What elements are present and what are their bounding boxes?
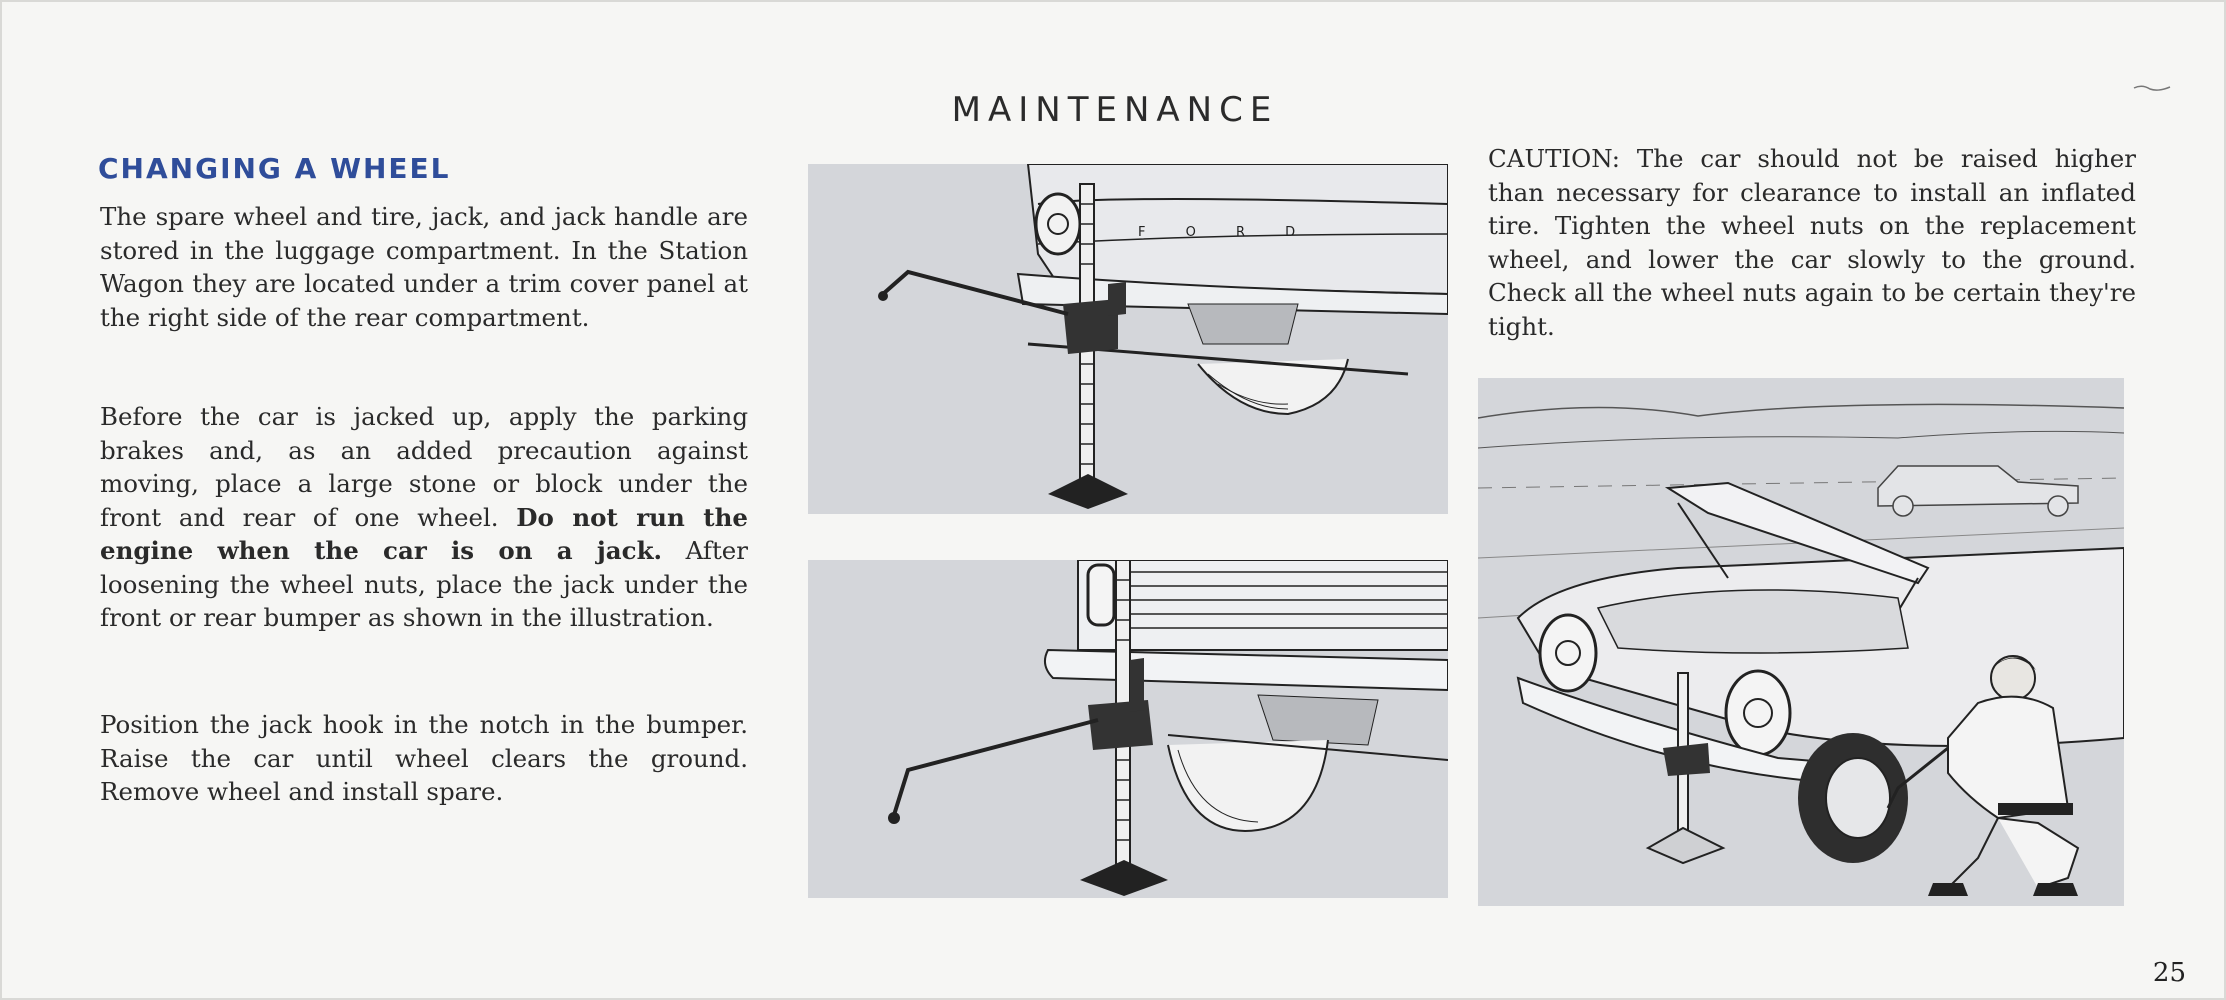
man-changing-tire-illustration — [1478, 378, 2124, 906]
precaution-outro-text: After loosening the wheel nuts, place the jack under the front or rear bumper as shown in the illustration. — [100, 536, 748, 632]
engine-warning-text: Do not run the engine when the car is on a jack. — [100, 502, 748, 565]
caution-paragraph: CAUTION: The car should not be raised higher than necessary for clearance to install an inflated tire. Tighten the wheel nuts on the replacement wheel, and lower the car slowly to the ground. Check all the wheel nuts again to be certain they're tight. — [1488, 144, 2136, 341]
paragraph-storage: The spare wheel and tire, jack, and jack handle are stored in the luggage compartment. In the Station Wagon they are located under a trim cover panel at the right side of the rear compartment. — [100, 202, 748, 332]
section-heading: CHANGING A WHEEL — [98, 152, 451, 185]
precaution-intro-text: Before the car is jacked up, apply the parking brakes and, as an added precaution against moving, place a large stone or block under the front and rear of one wheel. — [100, 402, 748, 532]
front-bumper-jack-illustration — [808, 560, 1448, 898]
paragraph-jack-position: Position the jack hook in the notch in the bumper. Raise the car until wheel clears the ground. Remove wheel and install spare. — [100, 710, 748, 806]
margin-scribble — [2132, 82, 2172, 94]
paragraph-jacking-precautions — [100, 400, 748, 635]
ford-badge-text: F O R D — [1138, 225, 1314, 240]
rear-bumper-jack-illustration — [808, 164, 1448, 514]
page-header-title: MAINTENANCE — [951, 90, 1279, 130]
page-number: 25 — [2152, 958, 2186, 988]
